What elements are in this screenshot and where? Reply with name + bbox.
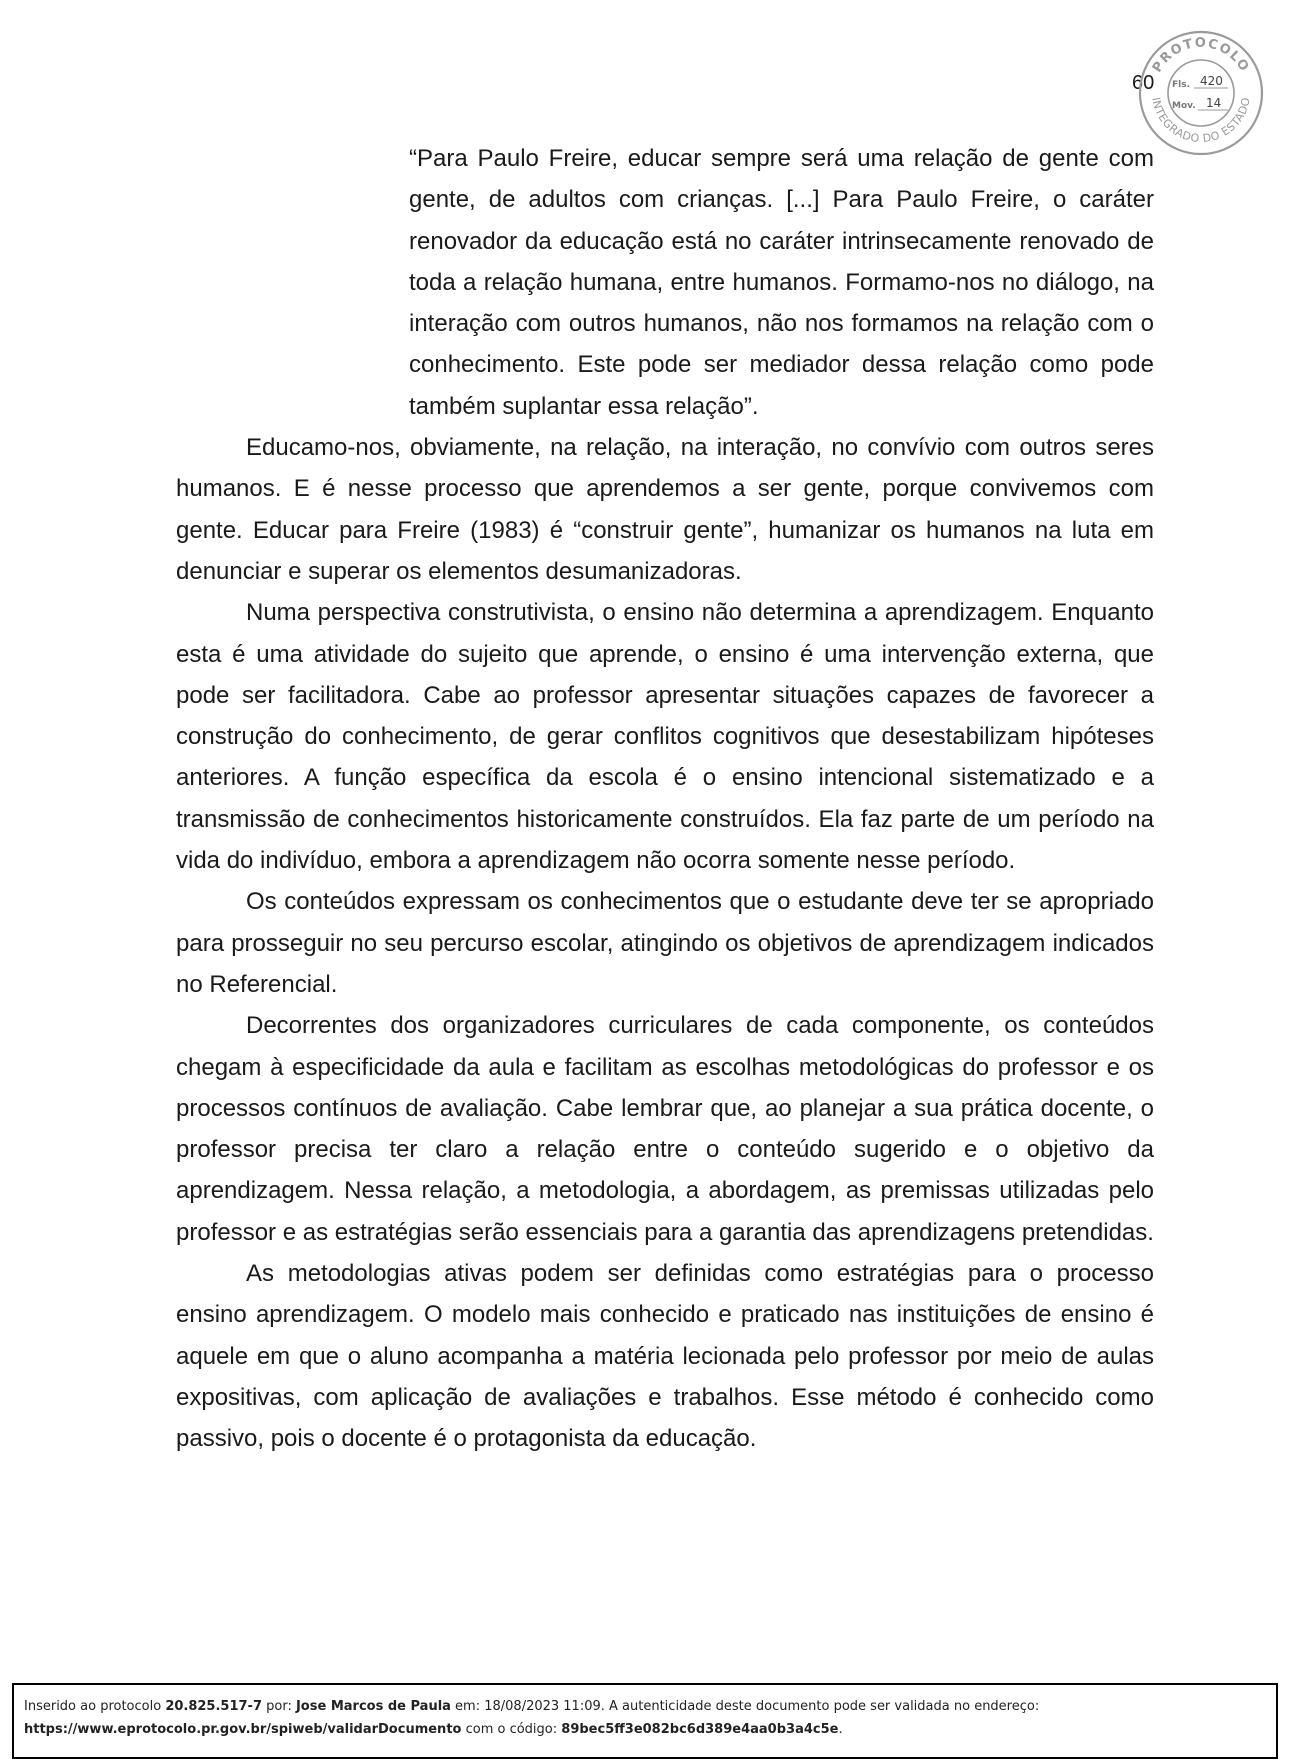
footer-end: .: [838, 1722, 843, 1737]
stamp-fls-value: 420: [1200, 74, 1223, 88]
footer-prefix: Inserido ao protocolo: [24, 1699, 166, 1714]
authenticity-footer: [12, 1683, 1278, 1759]
footer-author: Jose Marcos de Paula: [295, 1699, 451, 1714]
stamp-mov-value: 14: [1206, 96, 1222, 110]
paragraph: Decorrentes dos organizadores curriculares de cada componente, os conteúdos chegam à especificidade da aula e facilitam as escolhas metodológicas do professor e os processos contínuos de avaliação. Cabe lembrar que, ao planejar a sua prática docente, o professor precisa ter claro a relação entre o conteúdo sugerido e o objetivo da aprendizagem. Nessa relação, a metodologia, a abordagem, as premissas utilizadas pelo professor e as estratégias serão essenciais para a garantia das aprendizagens pretendidas.: [176, 1012, 1154, 1246]
protocol-stamp-seal: [1138, 30, 1264, 156]
paragraph: Os conteúdos expressam os conhecimentos que o estudante deve ter se apropriado para prosseguir no seu percurso escolar, atingindo os objetivos de aprendizagem indicados no Referencial.: [176, 888, 1154, 998]
stamp-bottom-text: INTEGRADO DO ESTADO: [1149, 96, 1253, 146]
stamp-fls-label: Fls.: [1172, 80, 1191, 90]
paragraph: Numa perspectiva construtivista, o ensino não determina a aprendizagem. Enquanto esta é uma atividade do sujeito que aprende, o ensino é uma intervenção externa, que pode ser facilitadora. Cabe ao professor apresentar situações capazes de favorecer a construção do conhecimento, de gerar conflitos cognitivos que desestabilizam hipóteses anteriores. A função específica da escola é o ensino intencional sistematizado e a transmissão de conhecimentos historicamente construídos. Ela faz parte de um período na vida do indivíduo, embora a aprendizagem não ocorra somente nesse período.: [176, 599, 1154, 875]
block-quote: “Para Paulo Freire, educar sempre será uma relação de gente com gente, de adultos com crianças. [...] Para Paulo Freire, o caráter renovador da educação está no caráter intrinsecamente renovado de toda a relação humana, entre humanos. Formamo-nos no diálogo, na interação com outros humanos, não nos formamos na relação com o conhecimento. Este pode ser mediador dessa relação como pode também suplantar essa relação”.: [409, 145, 1154, 420]
footer-protocol-number: 20.825.517-7: [165, 1699, 262, 1714]
svg-text:PROTOCOLO: [1150, 36, 1252, 75]
document-body: [176, 138, 1154, 1460]
footer-code-label: com o código:: [461, 1722, 562, 1737]
footer-line-2: [24, 1718, 1266, 1741]
footer-validation-url[interactable]: https://www.eprotocolo.pr.gov.br/spiweb/validarDocumento: [24, 1722, 462, 1737]
page-number: 60: [1132, 72, 1155, 94]
footer-by-label: por:: [262, 1699, 296, 1714]
footer-date-text: em: 18/08/2023 11:09. A autenticidade deste documento pode ser validada no endereço:: [450, 1699, 1040, 1714]
stamp-mov-label: Mov.: [1172, 101, 1196, 111]
stamp-top-text: PROTOCOLO: [1149, 35, 1253, 76]
footer-line-1: [24, 1695, 1266, 1718]
footer-validation-code: 89bec5ff3e082bc6d389e4aa0b3a4c5e: [561, 1722, 839, 1737]
protocol-stamp: [1138, 30, 1264, 156]
paragraph: Educamo-nos, obviamente, na relação, na interação, no convívio com outros seres humanos. E é nesse processo que aprendemos a ser gente, porque convivemos com gente. Educar para Freire (1983) é “construir gente”, humanizar os humanos na luta em denunciar e superar os elementos desumanizadoras.: [176, 434, 1154, 585]
svg-text:INTEGRADO DO ESTADO: [1149, 96, 1253, 145]
paragraph: As metodologias ativas podem ser definidas como estratégias para o processo ensino aprendizagem. O modelo mais conhecido e praticado nas instituições de ensino é aquele em que o aluno acompanha a matéria lecionada pelo professor por meio de aulas expositivas, com aplicação de avaliações e trabalhos. Esse método é conhecido como passivo, pois o docente é o protagonista da educação.: [176, 1260, 1154, 1453]
